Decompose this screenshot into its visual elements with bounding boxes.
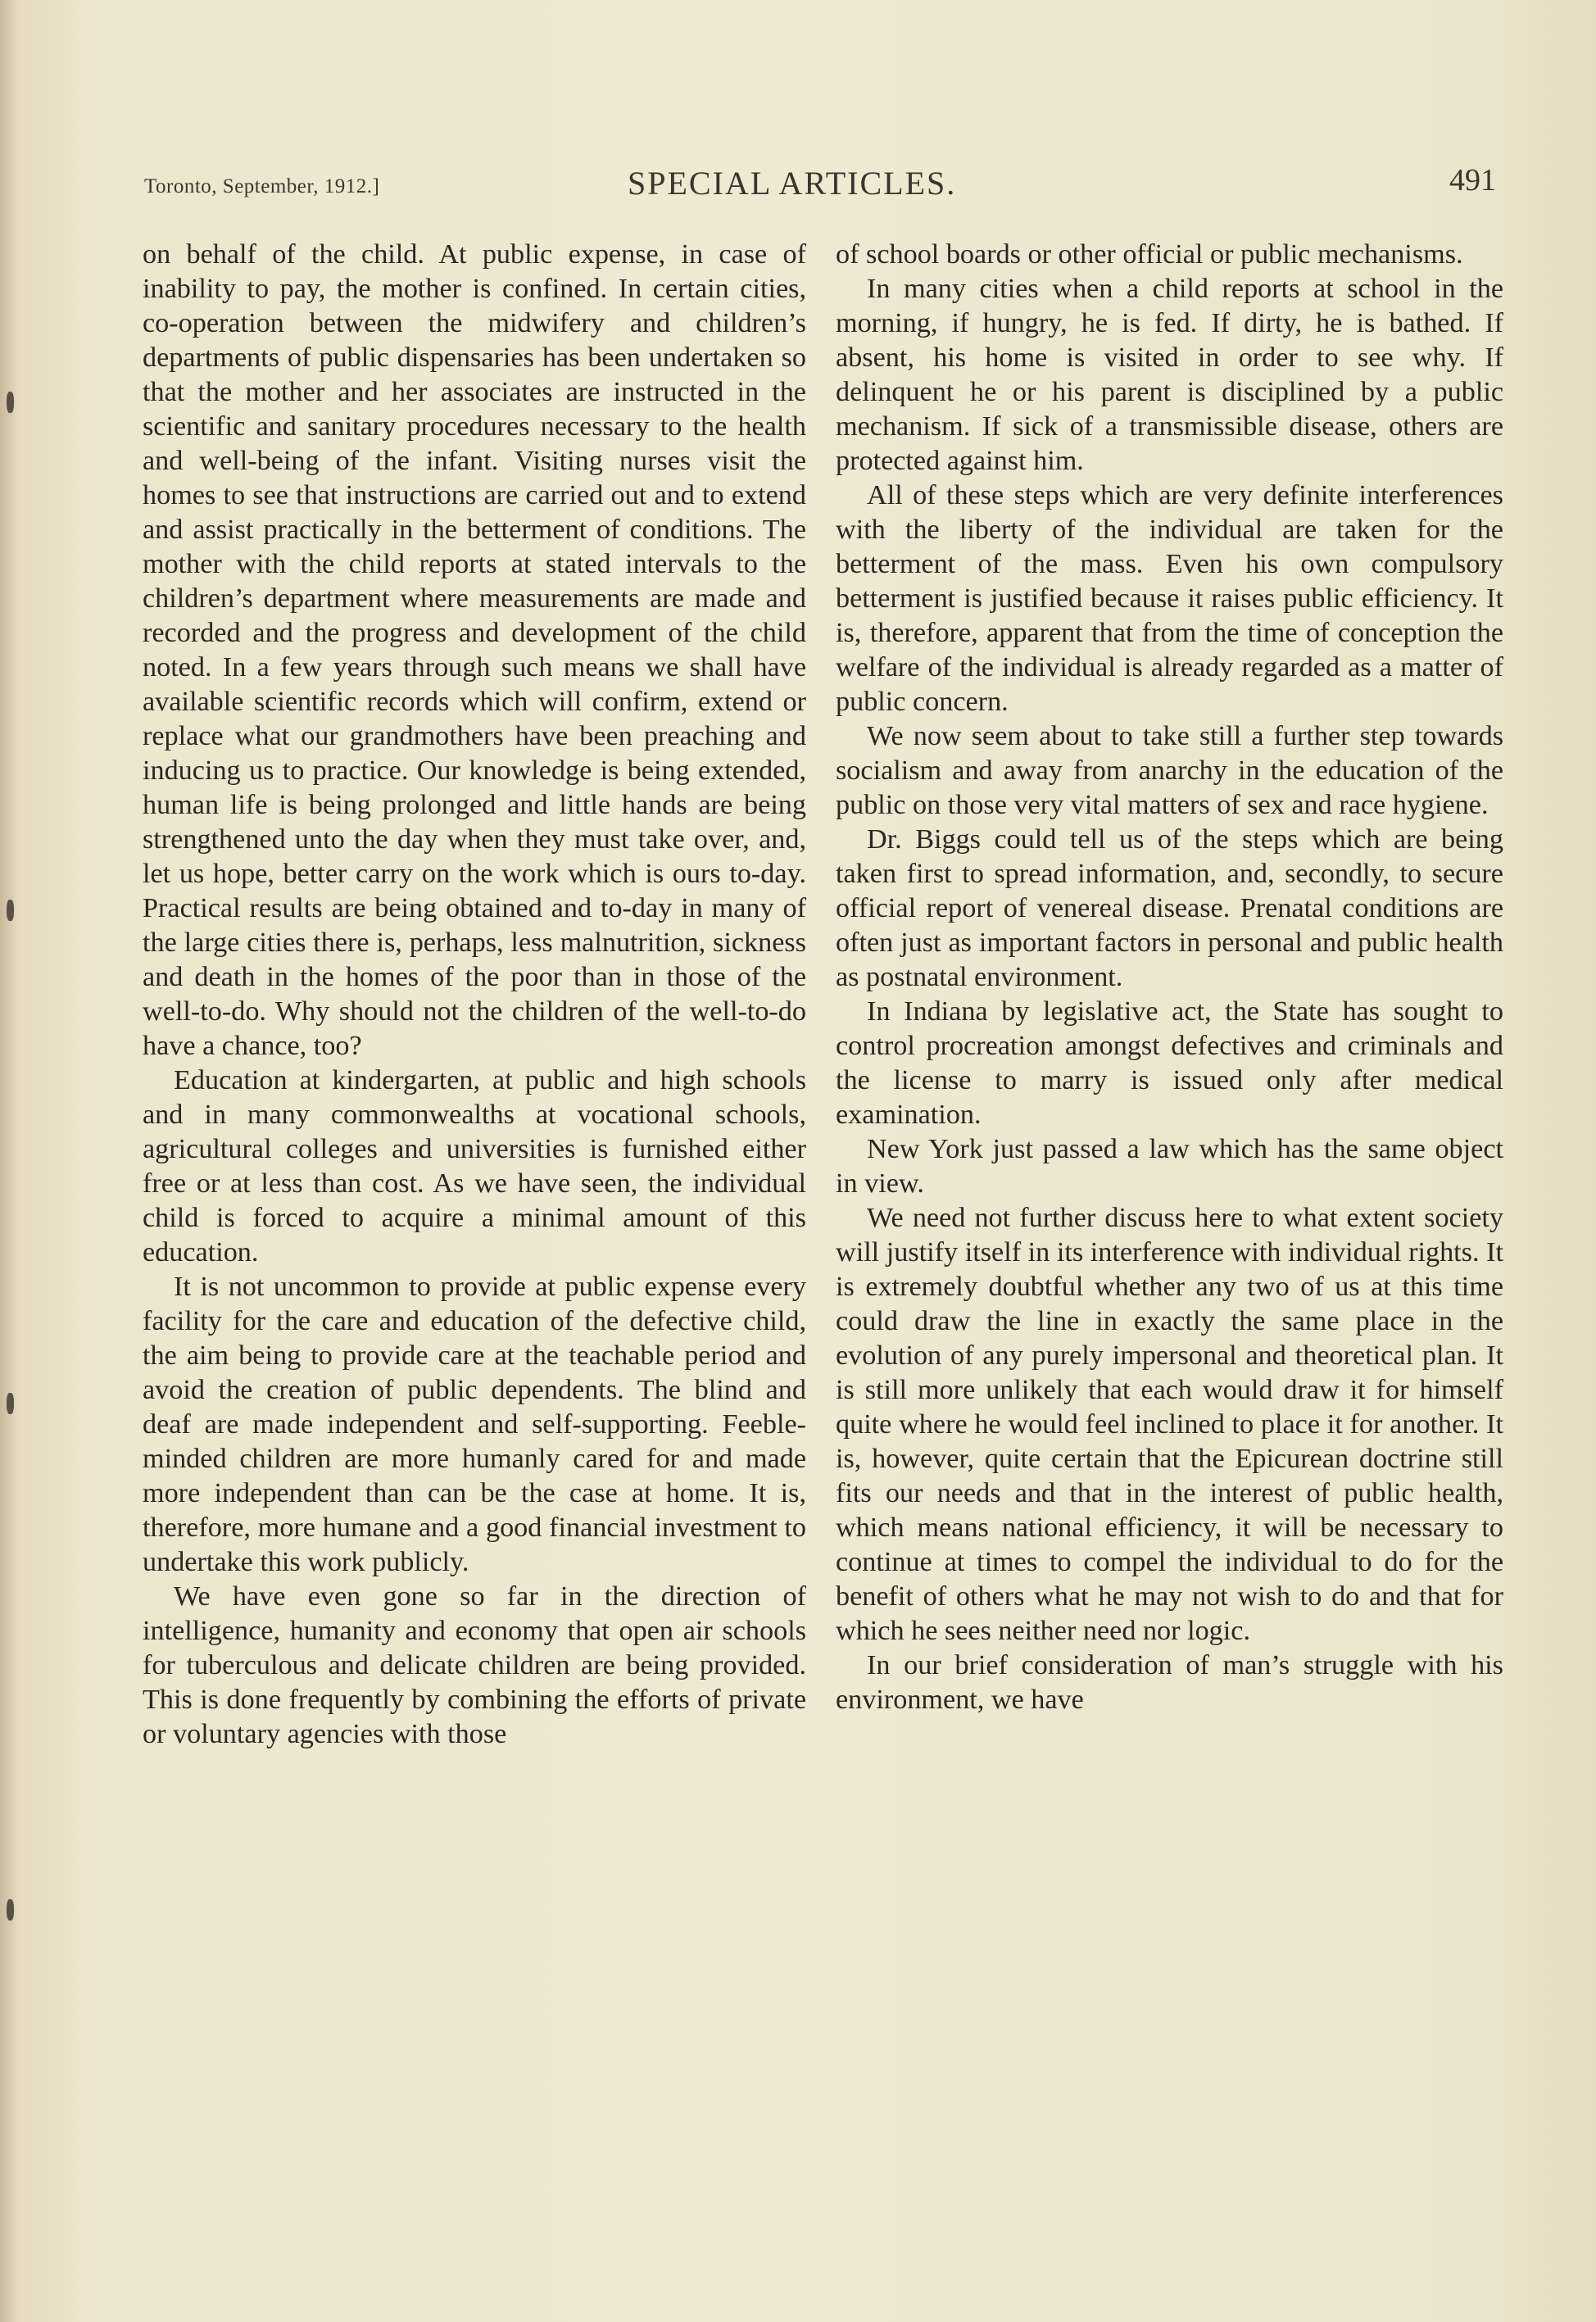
paragraph: New York just passed a law which has the same object in view. [836,1134,1503,1199]
running-head-section: SPECIAL ARTICLES. [628,165,957,202]
running-header [144,161,1496,210]
running-head-date: Toronto, September, 1912.] [144,175,380,197]
margin-mark [7,1899,14,1921]
paragraph: on behalf of the child. At public expense, in case of inability to pay, the mother is confined. In certain cities, co-operation between the midwifery and children’s departments of public dispensaries has been undertaken so that the mother and her associates are instructed in the scientific and sanitary procedures necessary to the health and well-being of the infant. Visiting nurses visit the homes to see that instructions are carried out and to extend and assist practically in the betterment of conditions. The mother with the child reports at stated intervals to the children’s department where measurements are made and recorded and the progress and development of the child noted. In a few years through such means we shall have available scientific records which will confirm, extend or replace what our grandmothers have been preaching and inducing us to practice. Our knowledge is being extended, human life is being prolonged and little hands are being strengthened unto the day when they must take over, and, let us hope, better carry on the work which is ours to-day. Practical results are being obtained and to-day in many of the large cities there is, perhaps, less malnutrition, sickness and death in the homes of the poor than in those of the well-to-do. Why should not the children of the well-to-do have a chance, too? [143,239,806,1061]
text-column-right [836,238,1503,1717]
paragraph: We have even gone so far in the direction of intelligence, humanity and economy that open air schools for tuberculous and delicate children are being provided. This is done frequently by combining the efforts of private or voluntary agencies with those [143,1581,806,1749]
margin-mark [7,900,14,921]
paragraph: In Indiana by legislative act, the State has sought to control procreation amongst defectives and criminals and the license to marry is issued only after medical examination. [836,996,1503,1130]
paragraph: In our brief consideration of man’s struggle with his environment, we have [836,1650,1503,1715]
paragraph: Education at kindergarten, at public and high schools and in many commonwealths at vocational schools, agricultural colleges and universities is furnished either free or at less than cost. As we have seen, the individual child is forced to acquire a minimal amount of this education. [143,1065,806,1268]
paragraph: It is not uncommon to provide at public expense every facility for the care and education of the defective child, the aim being to provide care at the teachable period and avoid the creation of public dependents. The blind and deaf are made independent and self-supporting. Feeble-minded children are more humanly cared for and made more independent than can be the case at home. It is, therefore, more humane and a good financial investment to undertake this work publicly. [143,1272,806,1577]
paragraph: We now seem about to take still a further step towards socialism and away from anarchy in the education of the public on those very vital matters of sex and race hygiene. [836,721,1503,820]
paragraph: of school boards or other official or public mechanisms. [836,239,1463,270]
margin-mark [7,392,14,413]
paragraph: In many cities when a child reports at school in the morning, if hungry, he is fed. If dirty, he is bathed. If absent, his home is visited in order to see why. If delinquent he or his parent is disciplined by a public mechanism. If sick of a transmissible disease, others are protected against him. [836,274,1503,476]
margin-mark [7,1393,14,1414]
paragraph: All of these steps which are very definite interferences with the liberty of the individual are taken for the betterment of the mass. Even his own compulsory betterment is justified because it raises public efficiency. It is, therefore, apparent that from the time of conception the welfare of the individual is already regarded as a matter of public concern. [836,480,1503,717]
page-number: 491 [1449,163,1496,197]
text-column-left [143,238,806,1752]
paragraph: We need not further discuss here to what extent society will justify itself in its interference with individual rights. It is extremely doubtful whether any two of us at this time could draw the line in exactly the same place in the evolution of any purely impersonal and theoretical plan. It is still more unlikely that each would draw it for himself quite where he would feel inclined to place it for another. It is, however, quite certain that the Epicurean doctrine still fits our needs and that in the interest of public health, which means national efficiency, it will be necessary to continue at times to compel the individual to do for the benefit of others what he may not wish to do and that for which he sees neither need nor logic. [836,1203,1503,1646]
page-gutter-shadow [0,0,18,2322]
paragraph: Dr. Biggs could tell us of the steps which are being taken first to spread information, and, secondly, to secure official report of venereal disease. Prenatal conditions are often just as important factors in personal and public health as postnatal environment. [836,824,1503,992]
